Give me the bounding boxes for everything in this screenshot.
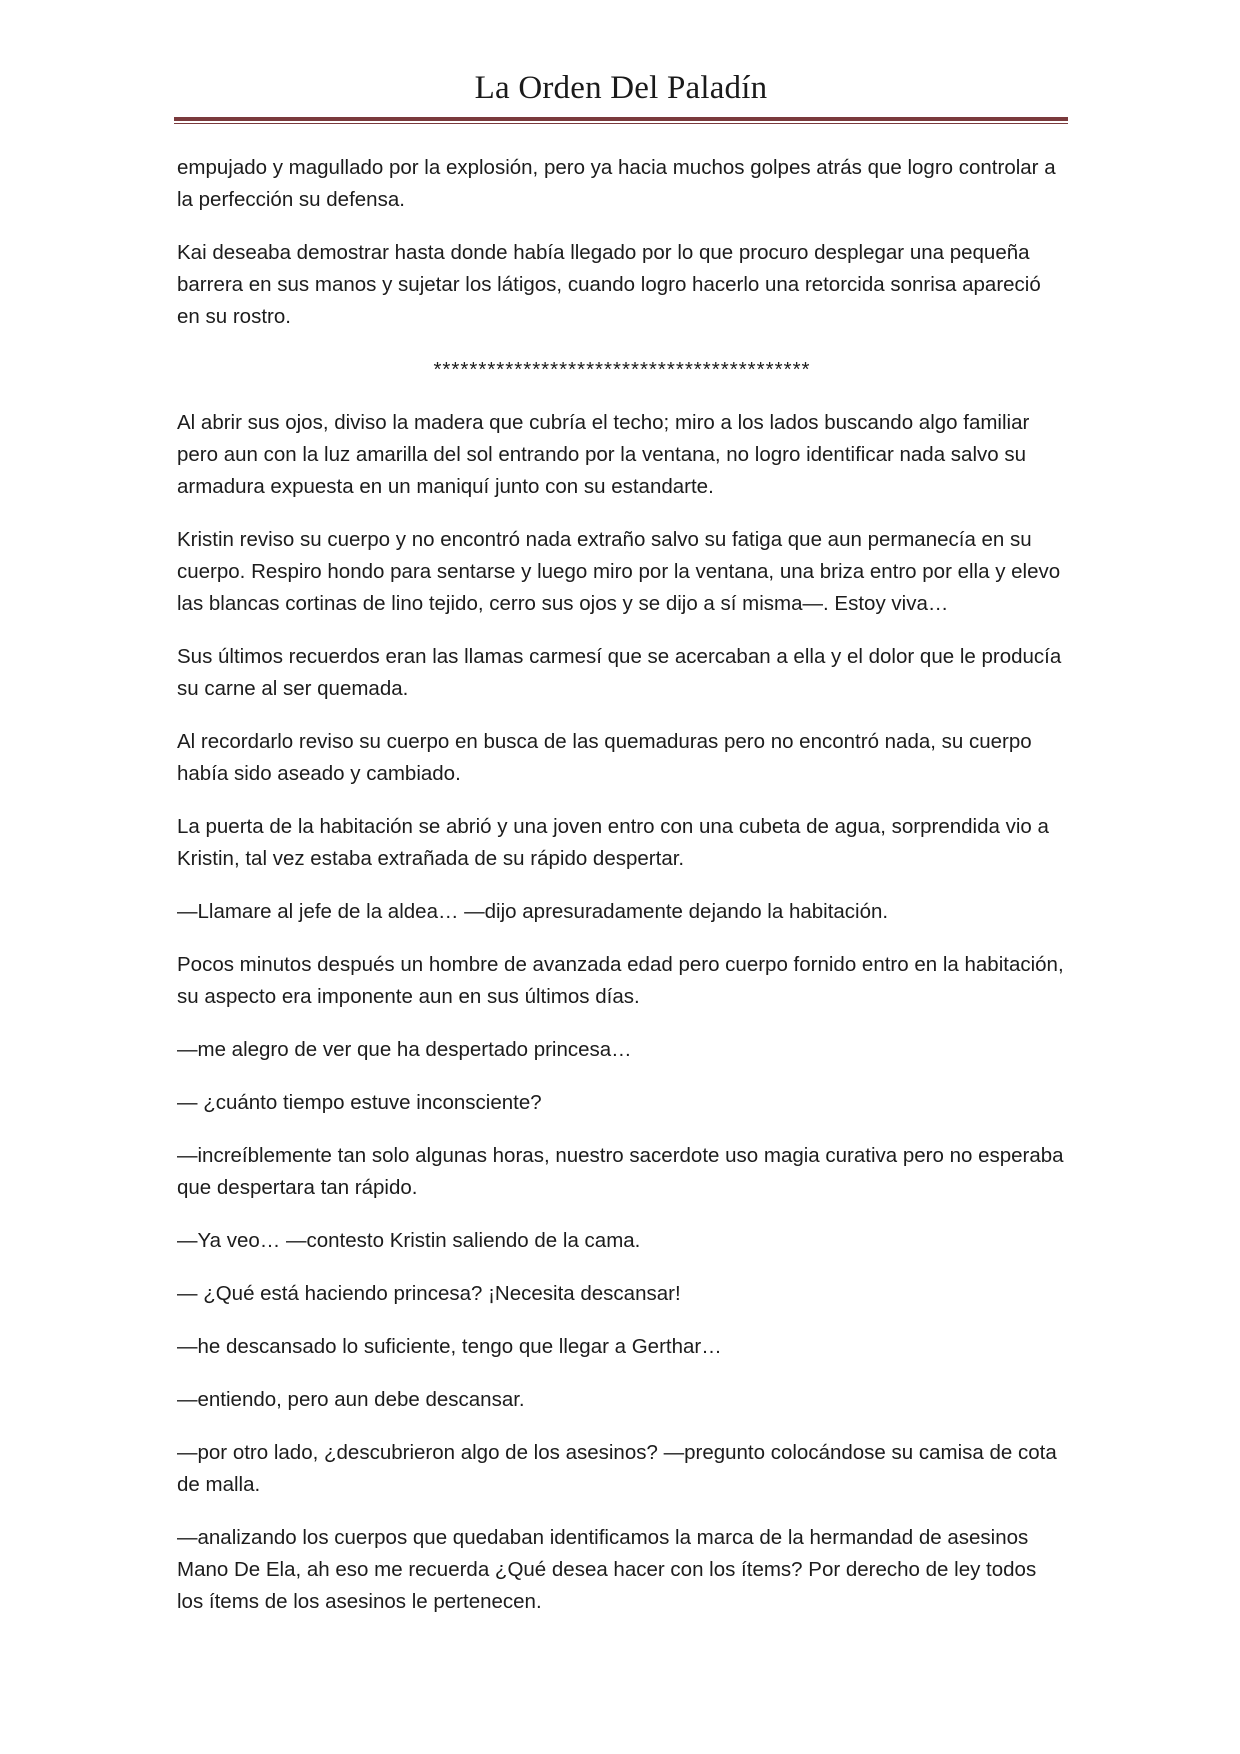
body-text	[177, 152, 1067, 1639]
dialogue-line: —Llamare al jefe de la aldea… —dijo apresuradamente dejando la habitación.	[177, 900, 889, 923]
paragraph: Al recordarlo reviso su cuerpo en busca de las quemaduras pero no encontró nada, su cuerpo había sido aseado y cambiado.	[177, 730, 1032, 785]
header-rule	[174, 117, 1068, 121]
scene-separator: ******************************************	[433, 358, 811, 381]
dialogue-line: —Ya veo… —contesto Kristin saliendo de la cama.	[177, 1229, 641, 1252]
paragraph: Kristin reviso su cuerpo y no encontró nada extraño salvo su fatiga que aun permanecía en su cuerpo. Respiro hondo para sentarse y luego miro por la ventana, una briza entro por ella y elevo las blancas cortinas de lino tejido, cerro sus ojos y se dijo a sí misma—. Estoy viva…	[177, 528, 1061, 615]
dialogue-line: — ¿cuánto tiempo estuve inconsciente?	[177, 1091, 542, 1114]
paragraph: empujado y magullado por la explosión, pero ya hacia muchos golpes atrás que logro controlar a la perfección su defensa.	[177, 156, 1056, 211]
header-rule-thin	[174, 123, 1068, 124]
dialogue-line: —entiendo, pero aun debe descansar.	[177, 1388, 525, 1411]
paragraph: La puerta de la habitación se abrió y una joven entro con una cubeta de agua, sorprendida vio a Kristin, tal vez estaba extrañada de su rápido despertar.	[177, 815, 1049, 870]
dialogue-line: —he descansado lo suficiente, tengo que llegar a Gerthar…	[177, 1335, 722, 1358]
paragraph: Pocos minutos después un hombre de avanzada edad pero cuerpo fornido entro en la habitación, su aspecto era imponente aun en sus últimos días.	[177, 953, 1064, 1008]
dialogue-line: —por otro lado, ¿descubrieron algo de los asesinos? —pregunto colocándose su camisa de cota de malla.	[177, 1441, 1057, 1496]
dialogue-line: —analizando los cuerpos que quedaban identificamos la marca de la hermandad de asesinos Mano De Ela, ah eso me recuerda ¿Qué desea hacer con los ítems? Por derecho de ley todos los ítems de los asesinos le pertenecen.	[177, 1526, 1037, 1613]
paragraph: Kai deseaba demostrar hasta donde había llegado por lo que procuro desplegar una pequeña barrera en sus manos y sujetar los látigos, cuando logro hacerlo una retorcida sonrisa apareció en su rostro.	[177, 241, 1041, 328]
paragraph: Sus últimos recuerdos eran las llamas carmesí que se acercaban a ella y el dolor que le producía su carne al ser quemada.	[177, 645, 1062, 700]
dialogue-line: —me alegro de ver que ha despertado princesa…	[177, 1038, 632, 1061]
book-title: La Orden Del Paladín	[474, 70, 768, 106]
dialogue-line: — ¿Qué está haciendo princesa? ¡Necesita descansar!	[177, 1282, 681, 1305]
page-header	[174, 70, 1068, 106]
dialogue-line: —increíblemente tan solo algunas horas, nuestro sacerdote uso magia curativa pero no esperaba que despertara tan rápido.	[177, 1144, 1064, 1199]
paragraph: Al abrir sus ojos, diviso la madera que cubría el techo; miro a los lados buscando algo familiar pero aun con la luz amarilla del sol entrando por la ventana, no logro identificar nada salvo su armadura expuesta en un maniquí junto con su estandarte.	[177, 411, 1030, 498]
